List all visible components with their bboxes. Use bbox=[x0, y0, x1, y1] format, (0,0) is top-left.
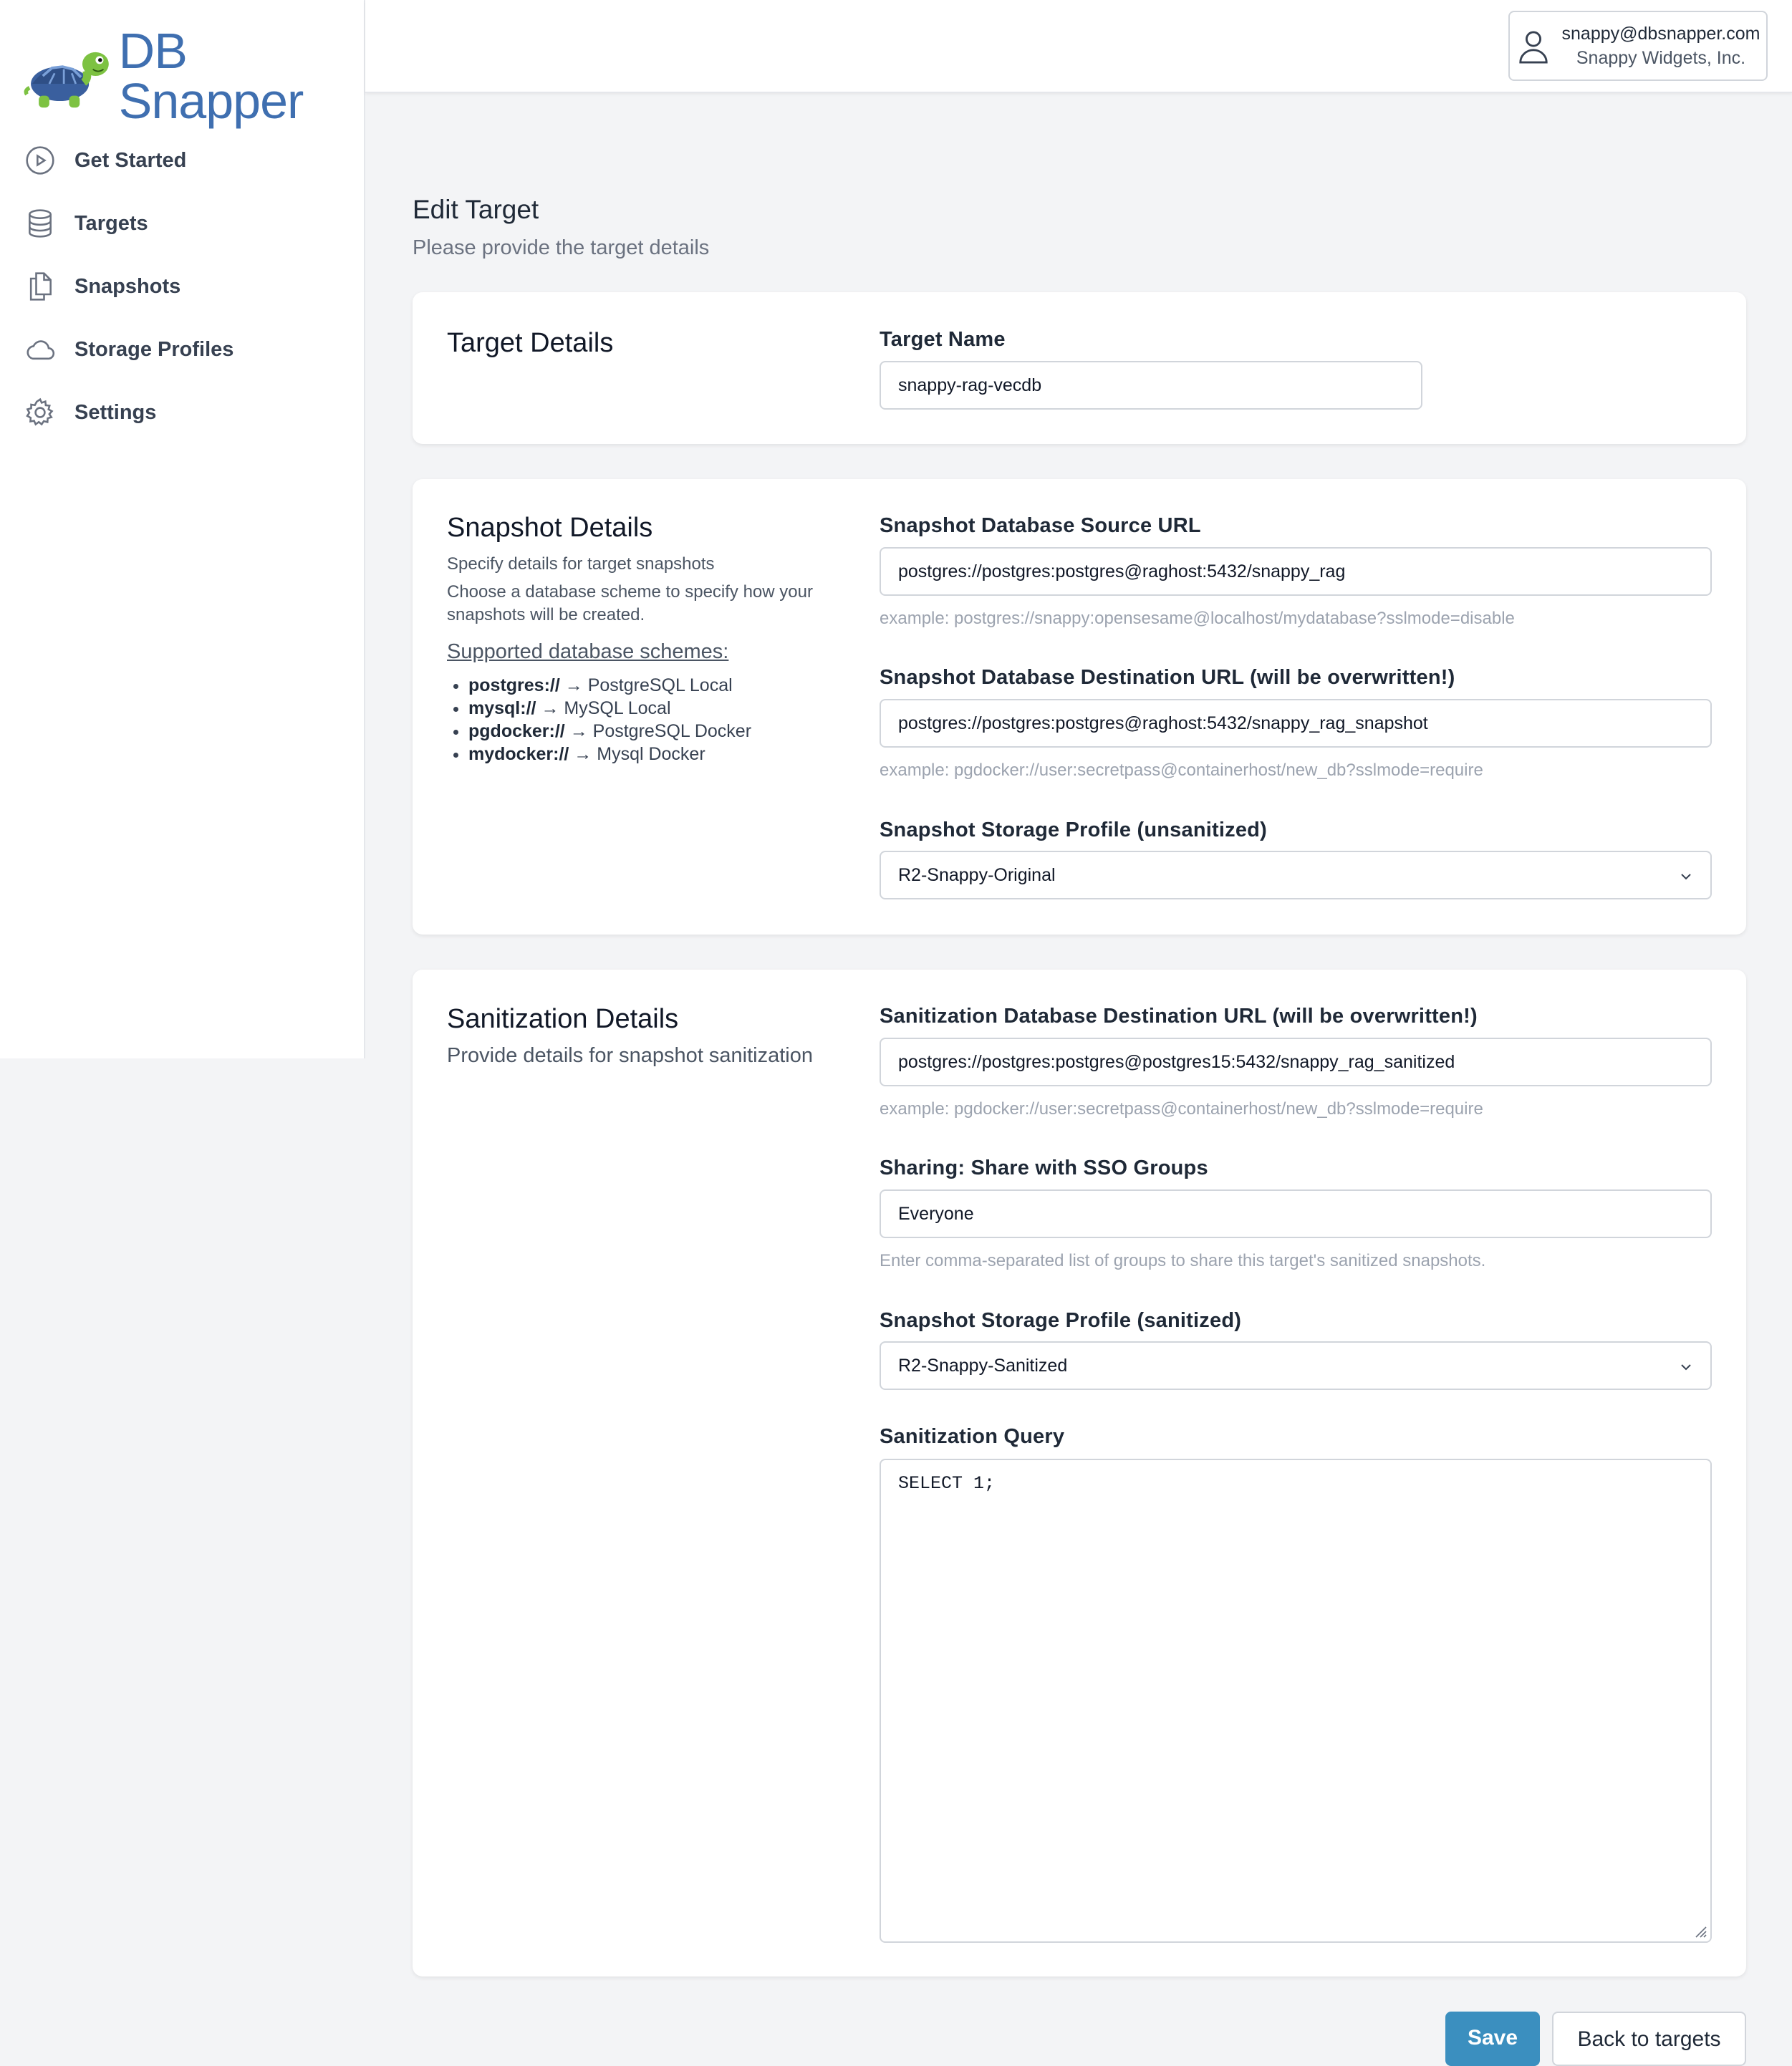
source-url-input[interactable]: postgres://postgres:postgres@raghost:5432/snappy_rag bbox=[880, 547, 1712, 596]
logo-snapper-text: Snapper bbox=[118, 73, 304, 129]
sanitized-storage-select[interactable] bbox=[880, 1341, 1712, 1390]
chevron-down-icon bbox=[1679, 1360, 1693, 1374]
sidebar-nav bbox=[0, 129, 364, 444]
sanitization-query-label: Sanitization Query bbox=[880, 1425, 1065, 1448]
scheme-name: mysql:// bbox=[468, 698, 536, 718]
app-name bbox=[118, 23, 364, 129]
dest-url-label: Snapshot Database Destination URL (will be overwritten!) bbox=[880, 666, 1455, 689]
back-to-targets-button[interactable]: Back to targets bbox=[1552, 2012, 1746, 2066]
sanitization-query-value: SELECT 1; bbox=[898, 1473, 996, 1494]
cloud-icon bbox=[24, 334, 56, 365]
sidebar bbox=[0, 0, 365, 1058]
chevron-down-icon bbox=[1679, 869, 1693, 884]
save-button[interactable]: Save bbox=[1445, 2012, 1540, 2066]
scheme-desc: → PostgreSQL Local bbox=[564, 675, 733, 695]
dest-url-hint: example: pgdocker://user:secretpass@containerhost/new_db?sslmode=require bbox=[880, 761, 1483, 780]
sidebar-item-get-started[interactable] bbox=[0, 129, 364, 192]
sanitization-dest-input[interactable]: postgres://postgres:postgres@postgres15:5432/snappy_rag_sanitized bbox=[880, 1038, 1712, 1086]
documents-icon bbox=[24, 271, 56, 302]
storage-profile-value: R2-Snappy-Original bbox=[898, 865, 1056, 885]
page-title: Edit Target bbox=[413, 195, 539, 224]
sanitization-details-desc: Provide details for snapshot sanitization bbox=[447, 1044, 814, 1067]
sidebar-item-label: Get Started bbox=[74, 148, 187, 172]
sidebar-item-targets[interactable] bbox=[0, 192, 364, 255]
scheme-desc: → MySQL Local bbox=[541, 698, 671, 718]
database-icon bbox=[24, 208, 56, 239]
storage-profile-label: Snapshot Storage Profile (unsanitized) bbox=[880, 819, 1267, 841]
scheme-name: pgdocker:// bbox=[468, 721, 565, 741]
sanitization-dest-hint: example: pgdocker://user:secretpass@containerhost/new_db?sslmode=require bbox=[880, 1099, 1483, 1119]
sidebar-item-settings[interactable] bbox=[0, 381, 364, 444]
source-url-label: Snapshot Database Source URL bbox=[880, 514, 1201, 537]
sharing-hint: Enter comma-separated list of groups to share this target's sanitized snapshots. bbox=[880, 1251, 1486, 1270]
sidebar-item-snapshots[interactable] bbox=[0, 255, 364, 318]
play-circle-icon bbox=[24, 145, 56, 176]
snapshot-details-card bbox=[413, 479, 1746, 935]
sanitized-storage-label: Snapshot Storage Profile (sanitized) bbox=[880, 1309, 1242, 1332]
gear-icon bbox=[24, 397, 56, 428]
dest-url-input[interactable]: postgres://postgres:postgres@raghost:5432/snappy_rag_snapshot bbox=[880, 699, 1712, 748]
target-name-label: Target Name bbox=[880, 328, 1006, 351]
target-details-card bbox=[413, 292, 1746, 444]
sidebar-item-label: Settings bbox=[74, 400, 157, 424]
app-logo[interactable] bbox=[23, 23, 364, 129]
snapshot-scheme-desc: Choose a database scheme to specify how your snapshots will be created. bbox=[447, 582, 813, 624]
target-details-title: Target Details bbox=[447, 328, 614, 358]
scheme-name: postgres:// bbox=[468, 675, 560, 695]
snapshot-details-desc: Specify details for target snapshots bbox=[447, 554, 715, 574]
storage-profile-select[interactable] bbox=[880, 851, 1712, 899]
resize-handle-icon[interactable] bbox=[1690, 1921, 1707, 1939]
user-email: snappy@dbsnapper.com bbox=[1561, 24, 1760, 44]
sanitized-storage-value: R2-Snappy-Sanitized bbox=[898, 1356, 1068, 1376]
scheme-desc: → Mysql Docker bbox=[574, 744, 705, 764]
sidebar-item-label: Targets bbox=[74, 211, 148, 235]
sidebar-item-label: Storage Profiles bbox=[74, 337, 234, 361]
sanitization-details-title: Sanitization Details bbox=[447, 1004, 679, 1034]
scheme-desc: → PostgreSQL Docker bbox=[569, 721, 752, 741]
list-item bbox=[468, 674, 751, 697]
user-icon bbox=[1517, 29, 1550, 65]
list-item bbox=[468, 697, 751, 720]
sidebar-item-storage-profiles[interactable] bbox=[0, 318, 364, 381]
target-name-input[interactable]: snappy-rag-vecdb bbox=[880, 361, 1422, 410]
sharing-groups-input[interactable]: Everyone bbox=[880, 1189, 1712, 1238]
snapshot-details-title: Snapshot Details bbox=[447, 513, 653, 543]
sharing-label: Sharing: Share with SSO Groups bbox=[880, 1157, 1208, 1179]
scheme-name: mydocker:// bbox=[468, 744, 569, 764]
supported-schemes-link[interactable]: Supported database schemes: bbox=[447, 640, 729, 663]
sanitization-details-card bbox=[413, 970, 1746, 1976]
turtle-logo-icon bbox=[23, 39, 110, 113]
list-item bbox=[468, 743, 751, 766]
schemes-list bbox=[447, 674, 751, 766]
source-url-hint: example: postgres://snappy:opensesame@localhost/mydatabase?sslmode=disable bbox=[880, 609, 1515, 628]
user-menu[interactable] bbox=[1508, 11, 1768, 81]
user-org: Snappy Widgets, Inc. bbox=[1576, 48, 1746, 68]
logo-db-text: DB bbox=[118, 23, 187, 79]
sanitization-dest-label: Sanitization Database Destination URL (will be overwritten!) bbox=[880, 1005, 1478, 1028]
sidebar-item-label: Snapshots bbox=[74, 274, 181, 298]
list-item bbox=[468, 720, 751, 743]
page-subtitle: Please provide the target details bbox=[413, 236, 710, 259]
sanitization-query-textarea[interactable] bbox=[880, 1459, 1712, 1943]
